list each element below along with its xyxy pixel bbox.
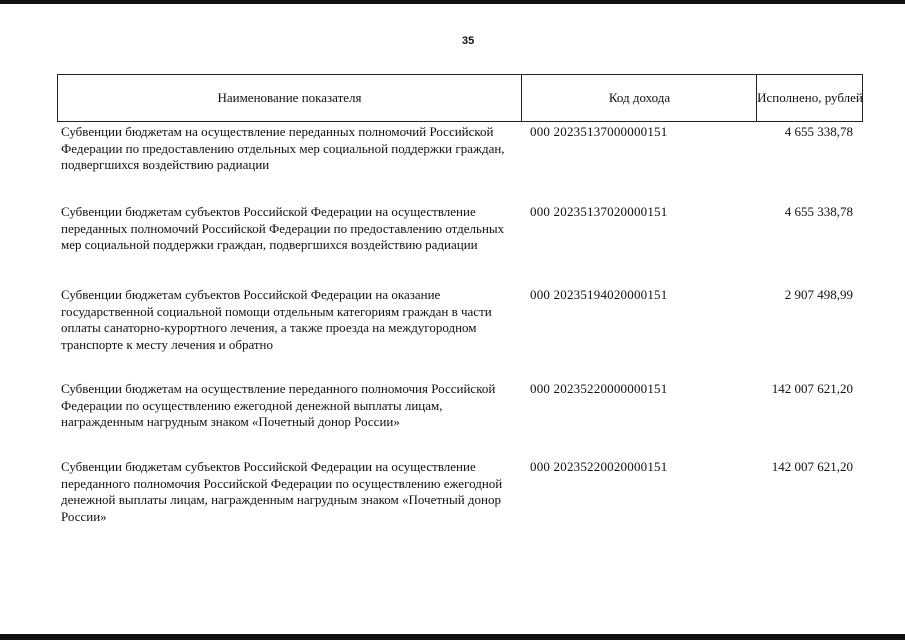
row-code: 000 20235220020000151 (530, 459, 668, 474)
scan-border-bottom (0, 634, 905, 640)
row-executed: 4 655 338,78 (784, 204, 853, 219)
header-executed: Исполнено, рублей (756, 75, 863, 121)
row-executed: 2 907 498,99 (784, 287, 853, 302)
scan-border-top (0, 0, 905, 4)
table-header (57, 74, 863, 122)
row-name: Субвенции бюджетам на осуществление переданного полномочия Российской Федерации по осуществлению ежегодной денежной выплаты лицам, награжденным нагрудным знаком «Почетный донор России» (61, 381, 496, 429)
row-code: 000 20235137000000151 (530, 124, 668, 139)
row-name: Субвенции бюджетам субъектов Российской Федерации на осуществление переданного полномочия Российской Федерации по осуществлению ежегодной денежной выплаты лицам, награжденным нагрудным знаком «Почетный донор России» (61, 459, 503, 524)
row-code: 000 20235137020000151 (530, 204, 668, 219)
row-name: Субвенции бюджетам субъектов Российской Федерации на осуществление переданных полномочий Российской Федерации по предоставлению отдельных мер социальной поддержки граждан, подвергшихся воздействию радиации (61, 204, 505, 252)
header-name: Наименование показателя (217, 90, 362, 105)
page-number: 35 (462, 35, 475, 47)
row-executed: 142 007 621,20 (771, 459, 853, 474)
row-code: 000 20235194020000151 (530, 287, 668, 302)
row-executed: 142 007 621,20 (771, 381, 853, 396)
row-name: Субвенции бюджетам на осуществление переданных полномочий Российской Федерации по предоставлению отдельных мер социальной поддержки граждан, подвергшихся воздействию радиации (61, 124, 505, 172)
row-code: 000 20235220000000151 (530, 381, 668, 396)
row-executed: 4 655 338,78 (784, 124, 853, 139)
row-name: Субвенции бюджетам субъектов Российской Федерации на оказание государственной социальной помощи отдельным категориям граждан в части оплаты санаторно-курортного лечения, а также проезда на междугородном транспорте к месту лечения и обратно (61, 287, 492, 352)
header-code: Код дохода (521, 75, 757, 121)
